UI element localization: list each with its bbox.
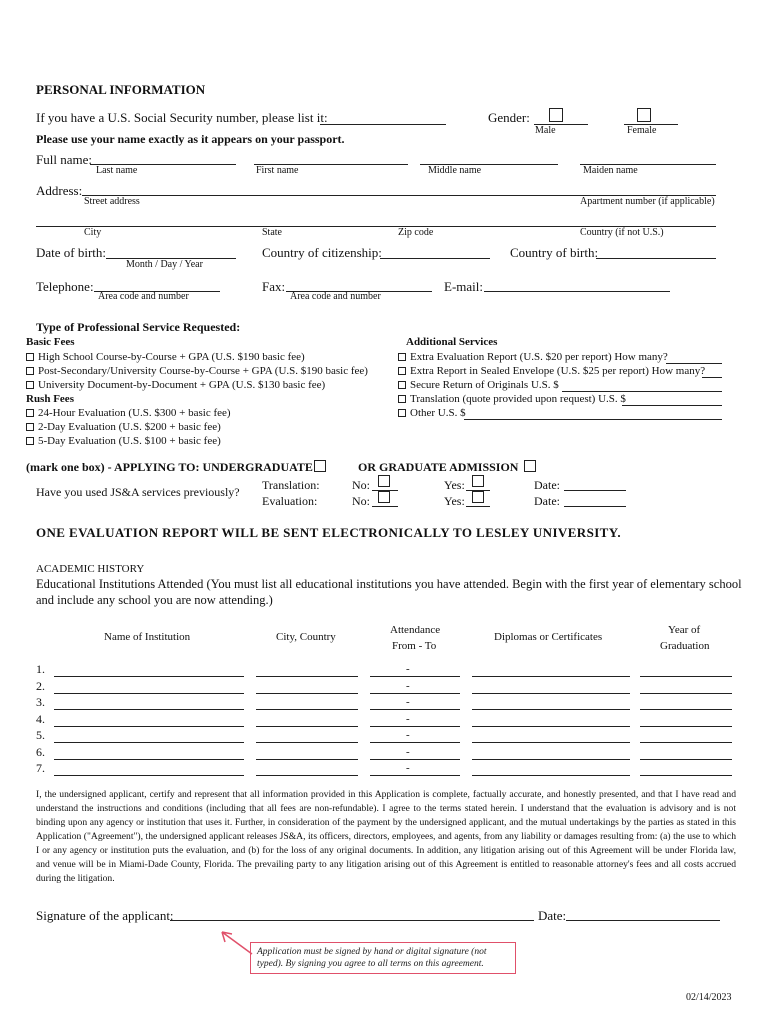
evaluation-no-checkbox[interactable] [378,491,390,503]
col-diplomas: Diplomas or Certificates [494,631,603,643]
attendance-dash: - [406,745,410,758]
rush-fees-heading: Rush Fees [26,393,74,405]
institution-city-field[interactable] [256,726,358,727]
academic-heading: ACADEMIC HISTORY [36,563,145,575]
rush-option[interactable]: 5-Day Evaluation (U.S. $100 + basic fee) [26,435,221,447]
citizenship-field[interactable] [380,258,490,259]
institution-city-field[interactable] [256,693,358,694]
row-number: 1. [36,662,45,676]
checkbox-icon[interactable] [26,423,34,431]
signature-date-field[interactable] [566,920,720,921]
row-number: 4. [36,711,45,726]
institution-city-field[interactable] [256,709,358,710]
ssn-field[interactable] [320,124,446,125]
translation-date-label: Date: [534,478,560,492]
diploma-field[interactable] [472,759,630,760]
checkbox-icon[interactable] [398,409,406,417]
attendance-dash: - [406,729,410,741]
additional-option[interactable]: Extra Report in Sealed Envelope (U.S. $25 per report) How many? [398,365,705,377]
evaluation-yes-checkbox[interactable] [472,491,484,503]
graduation-year-field[interactable] [640,726,732,727]
graduation-year-field[interactable] [640,709,732,710]
checkbox-icon[interactable] [26,409,34,417]
checkbox-icon[interactable] [26,381,34,389]
institution-city-field[interactable] [256,742,358,743]
basic-option[interactable]: Post-Secondary/University Course-by-Course + GPA (U.S. $190 basic fee) [26,365,368,377]
first-name-caption: First name [256,165,299,176]
city-caption: City [84,227,102,238]
attendance-field[interactable] [370,709,460,710]
birth-country-field[interactable] [596,258,716,259]
gender-female-caption: Female [627,125,657,136]
col-from-to: From - To [392,640,437,652]
row-number: 2. [36,678,45,693]
gender-male-caption: Male [535,125,556,136]
passport-note: Please use your name exactly as it appears on your passport. [36,132,345,146]
evaluation-no-label: No: [352,494,370,508]
institution-name-field[interactable] [54,726,244,727]
additional-option[interactable]: Translation (quote provided upon request) U.S. $ [398,393,626,405]
checkbox-icon[interactable] [398,353,406,361]
basic-fees-heading: Basic Fees [26,336,75,348]
signature-field[interactable] [170,920,534,921]
translation-no-checkbox[interactable] [378,475,390,487]
graduation-year-field[interactable] [640,693,732,694]
attendance-field[interactable] [370,676,460,677]
col-attendance: Attendance [390,624,441,636]
checkbox-icon[interactable] [398,381,406,389]
full-name-label: Full name: [36,152,92,167]
apartment-caption: Apartment number (if applicable) [580,196,715,207]
diploma-field[interactable] [472,726,630,727]
footer-date: 02/14/2023 [686,992,732,1003]
previous-services-label: Have you used JS&A services previously? [36,485,240,499]
section-heading-personal: PERSONAL INFORMATION [36,82,206,97]
sealed-report-count-field[interactable] [702,377,722,378]
electronic-report-banner: ONE EVALUATION REPORT WILL BE SENT ELECTRONICALLY TO LESLEY UNIVERSITY. [36,525,621,540]
checkbox-icon[interactable] [398,395,406,403]
dob-caption: Month / Day / Year [126,259,203,270]
checkbox-icon[interactable] [26,367,34,375]
telephone-caption: Area code and number [98,291,189,302]
diploma-field[interactable] [472,676,630,677]
graduation-year-field[interactable] [640,775,732,776]
applying-to-label: (mark one box) - APPLYING TO: UNDERGRADUATE [26,460,313,474]
institution-name-field[interactable] [54,742,244,743]
evaluation-date-label: Date: [534,494,560,508]
checkbox-icon[interactable] [26,437,34,445]
street-address-caption: Street address [84,196,140,207]
other-amount-field[interactable] [464,419,722,420]
diploma-field[interactable] [472,775,630,776]
attendance-dash: - [406,762,410,774]
fax-label: Fax: [262,279,286,294]
signature-note: Application must be signed by hand or digital signature (not typed). By signing you agree to all terms on this agreement. [250,942,516,974]
institution-name-field[interactable] [54,693,244,694]
additional-heading: Additional Services [406,336,498,348]
col-graduation: Graduation [660,640,710,652]
extra-report-count-field[interactable] [666,363,722,364]
institution-name-field[interactable] [54,759,244,760]
diploma-field[interactable] [472,709,630,710]
basic-option[interactable]: High School Course-by-Course + GPA (U.S. $190 basic fee) [26,351,305,363]
checkbox-icon[interactable] [398,367,406,375]
basic-option[interactable]: University Document-by-Document + GPA (U.S. $130 basic fee) [26,379,325,391]
graduate-label: OR GRADUATE ADMISSION [358,460,519,474]
graduation-year-field[interactable] [640,759,732,760]
attendance-field[interactable] [370,742,460,743]
gender-female-checkbox[interactable] [637,108,651,122]
row-number: 7. [36,761,45,775]
address-label: Address: [36,183,83,198]
signature-label: Signature of the applicant: [36,908,174,923]
gender-label: Gender: [488,110,530,125]
fax-caption: Area code and number [290,291,381,302]
ssn-label: If you have a U.S. Social Security number, please list it: [36,110,328,125]
signature-date-label: Date: [538,908,567,923]
rush-option[interactable]: 2-Day Evaluation (U.S. $200 + basic fee) [26,421,221,433]
col-year-of: Year of [668,624,701,636]
secure-return-amount-field[interactable] [562,391,722,392]
attendance-field[interactable] [370,726,460,727]
graduate-checkbox[interactable] [524,460,536,472]
col-city-country: City, Country [276,631,336,643]
services-heading: Type of Professional Service Requested: [36,320,241,334]
translation-yes-label: Yes: [444,478,465,492]
gender-male-checkbox[interactable] [549,108,563,122]
zip-caption: Zip code [398,227,434,238]
diploma-field[interactable] [472,742,630,743]
middle-name-caption: Middle name [428,165,482,176]
translation-yes-checkbox[interactable] [472,475,484,487]
graduation-year-field[interactable] [640,676,732,677]
translation-amount-field[interactable] [622,405,722,406]
state-caption: State [262,227,282,238]
attendance-field[interactable] [370,775,460,776]
country-caption: Country (if not U.S.) [580,227,664,238]
row-number: 5. [36,728,45,742]
translation-label: Translation: [262,478,320,492]
row-number: 6. [36,744,45,759]
academic-intro: Educational Institutions Attended (You must list all educational institutions you have attended. Begin with the first year of elementary school and include any school you are now attending.) [36,577,742,607]
dob-label: Date of birth: [36,245,107,260]
attendance-field[interactable] [370,693,460,694]
evaluation-label: Evaluation: [262,494,318,508]
rush-option[interactable]: 24-Hour Evaluation (U.S. $300 + basic fee) [26,407,231,419]
citizenship-label: Country of citizenship: [262,245,382,260]
translation-date-field[interactable] [564,490,626,491]
email-field[interactable] [484,291,670,292]
certification-statement: I, the undersigned applicant, certify and represent that all information provided in this Application is complete, factually accurate, and honestly presented, and that I have read and understand the instructions and conditions (including that all fees are non-refundable). I agree to the terms stated herein. I understand that the evaluation is advisory and is not binding upon any agency or institution that uses it. Further, in consideration of the payment by the undersigned applicant, and the mutual undertakings by the parties as stated in this Application ("Agreement"), the undersigned applicant releases JS&A, its officers, directors, employees, and agents, from any liability or damages resulting from: (a) the use to which I or any agency or institution puts the evaluation, and (b) for the loss of any original documents. In addition, any litigation arising out of this Agreement will be under Florida law, and venue will be in Miami-Dade County, Florida. The prevailing party to any litigation arising out of this Agreement is entitled to reasonable attorney's fees and all costs accrued during the litigation. [36,789,736,884]
row-number: 3. [36,695,45,709]
attendance-dash: - [406,712,410,725]
diploma-field[interactable] [472,693,630,694]
email-label: E-mail: [444,279,483,294]
evaluation-no-line [372,506,398,507]
institution-name-field[interactable] [54,775,244,776]
evaluation-yes-label: Yes: [444,494,465,508]
additional-option[interactable]: Extra Evaluation Report (U.S. $20 per report) How many? [398,351,668,363]
institution-city-field[interactable] [256,676,358,677]
maiden-name-caption: Maiden name [583,165,638,176]
checkbox-icon[interactable] [26,353,34,361]
additional-option[interactable]: Other U.S. $ [398,407,466,419]
translation-no-label: No: [352,478,370,492]
institution-city-field[interactable] [256,775,358,776]
attendance-dash: - [406,663,410,675]
attendance-dash: - [406,679,410,692]
last-name-caption: Last name [96,165,138,176]
evaluation-date-field[interactable] [564,506,626,507]
birth-country-label: Country of birth: [510,245,599,260]
institution-city-field[interactable] [256,759,358,760]
attendance-field[interactable] [370,759,460,760]
graduation-year-field[interactable] [640,742,732,743]
undergraduate-checkbox[interactable] [314,460,326,472]
evaluation-yes-line [466,506,490,507]
institution-name-field[interactable] [54,709,244,710]
institution-name-field[interactable] [54,676,244,677]
col-name-of-institution: Name of Institution [104,631,191,643]
telephone-label: Telephone: [36,279,94,294]
attendance-dash: - [406,696,410,708]
additional-option[interactable]: Secure Return of Originals U.S. $ [398,379,559,391]
